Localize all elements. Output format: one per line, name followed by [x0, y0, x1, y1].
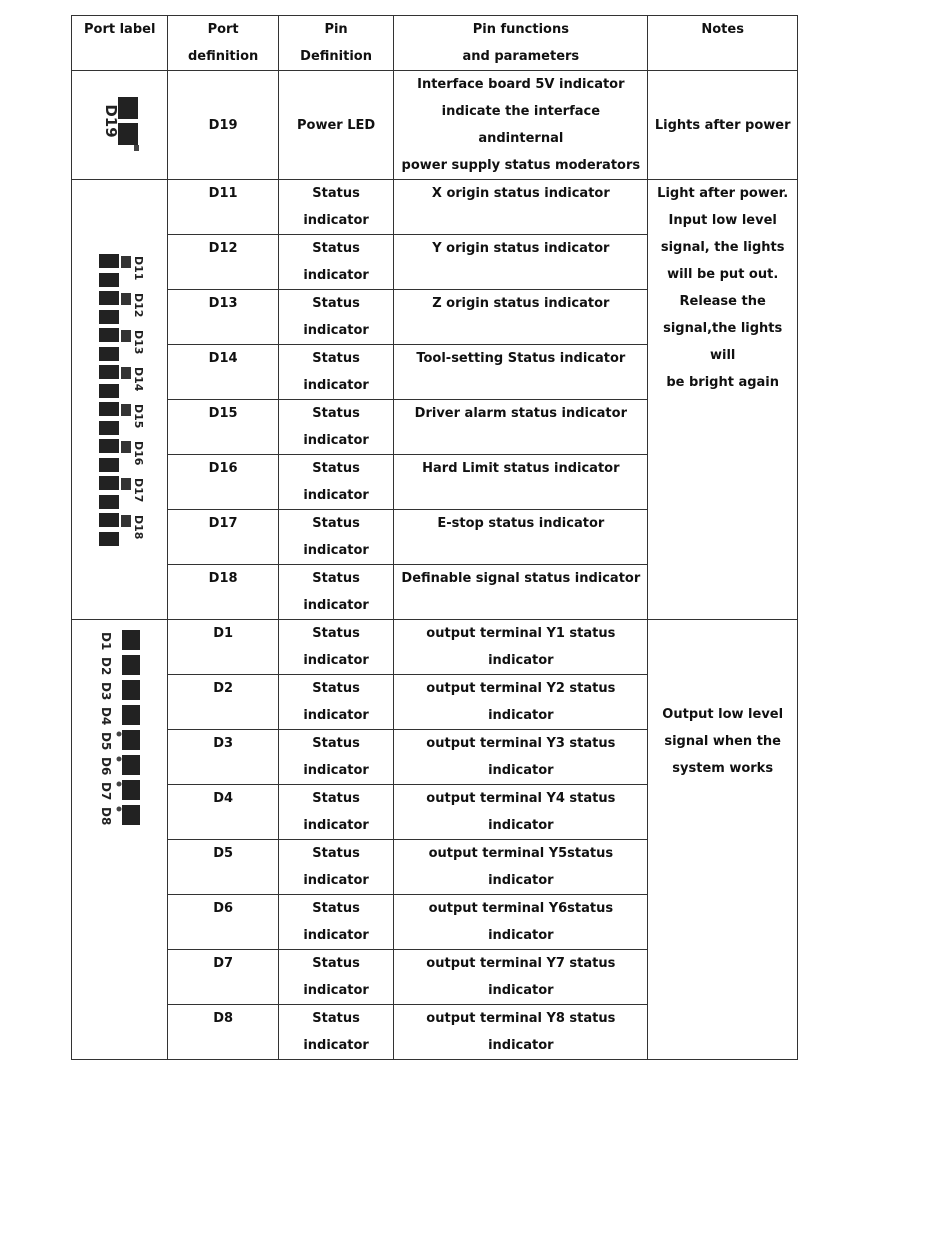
led-label: D11	[131, 255, 145, 280]
table-row	[72, 180, 798, 235]
function-cell: output terminal Y4 status indicator	[394, 785, 648, 840]
port-cell: D17	[168, 510, 278, 565]
pin-cell: Status indicator	[278, 345, 393, 400]
led-label: D1	[98, 632, 113, 651]
function-cell: output terminal Y2 status indicator	[394, 675, 648, 730]
function-cell: output terminal Y1 status indicator	[394, 620, 648, 675]
pin-cell: Status indicator	[278, 840, 393, 895]
header-port-label: Port label	[72, 16, 168, 71]
function-cell: Hard Limit status indicator	[394, 455, 648, 510]
pin-definition-table	[71, 15, 798, 1060]
header-pin-definition: Pin Definition	[278, 16, 393, 71]
led-single	[99, 680, 140, 700]
led-pair	[99, 365, 145, 398]
table-row	[72, 71, 798, 180]
header-row	[72, 16, 798, 71]
port-cell: D19	[168, 71, 278, 180]
function-cell: Interface board 5V indicator indicate the interface andinternal power supply status moderators	[394, 71, 648, 180]
function-cell: output terminal Y6status indicator	[394, 895, 648, 950]
led-label: D13	[131, 329, 145, 354]
pin-cell: Status indicator	[278, 895, 393, 950]
led-single	[99, 705, 140, 725]
port-cell: D4	[168, 785, 278, 840]
pin-cell: Status indicator	[278, 675, 393, 730]
led-single	[99, 730, 140, 750]
led-label: D15	[131, 403, 145, 428]
port-cell: D11	[168, 180, 278, 235]
led-d1-d8-icon	[92, 626, 148, 836]
header-notes: Notes	[648, 16, 798, 71]
pin-cell: Status indicator	[278, 620, 393, 675]
led-label: D14	[131, 366, 145, 391]
function-cell: X origin status indicator	[394, 180, 648, 235]
led-pair	[99, 439, 145, 472]
led-label: D17	[131, 477, 145, 502]
pin-cell: Status indicator	[278, 1005, 393, 1060]
pin-cell: Status indicator	[278, 785, 393, 840]
port-cell: D1	[168, 620, 278, 675]
port-cell: D16	[168, 455, 278, 510]
notes-cell: Lights after power	[648, 71, 798, 180]
status-leds-image	[72, 180, 168, 620]
pin-cell: Status indicator	[278, 235, 393, 290]
port-cell: D14	[168, 345, 278, 400]
pin-cell: Status indicator	[278, 400, 393, 455]
header-pin-functions: Pin functions and parameters	[394, 16, 648, 71]
led-pair	[99, 254, 145, 287]
pin-cell: Power LED	[278, 71, 393, 180]
output-leds-image	[72, 620, 168, 1060]
led-label: D2	[98, 657, 113, 676]
function-cell: E-stop status indicator	[394, 510, 648, 565]
power-led-image	[72, 71, 168, 180]
port-cell: D7	[168, 950, 278, 1005]
function-cell: output terminal Y8 status indicator	[394, 1005, 648, 1060]
function-cell: Driver alarm status indicator	[394, 400, 648, 455]
port-cell: D2	[168, 675, 278, 730]
led-d11-d18-icon	[95, 250, 145, 550]
port-cell: D15	[168, 400, 278, 455]
led-single	[99, 780, 140, 800]
function-cell: Definable signal status indicator	[394, 565, 648, 620]
port-cell: D6	[168, 895, 278, 950]
led-pair	[99, 402, 145, 435]
port-cell: D13	[168, 290, 278, 345]
led-label: D12	[131, 292, 145, 317]
function-cell: output terminal Y3 status indicator	[394, 730, 648, 785]
pin-cell: Status indicator	[278, 730, 393, 785]
function-cell: output terminal Y7 status indicator	[394, 950, 648, 1005]
led-single	[99, 655, 140, 675]
led-label: D18	[131, 514, 145, 539]
led-pair	[99, 328, 145, 361]
notes-cell: Output low level signal when the system works	[648, 620, 798, 1060]
led-label: D4	[98, 707, 113, 726]
function-cell: output terminal Y5status indicator	[394, 840, 648, 895]
led-single	[99, 755, 140, 775]
table-row	[72, 620, 798, 675]
led-label: D6	[98, 757, 113, 776]
pin-cell: Status indicator	[278, 950, 393, 1005]
led-label: D3	[98, 682, 113, 701]
led-single	[99, 630, 140, 650]
led-pair	[99, 513, 145, 546]
led-d19-icon	[90, 93, 150, 157]
led-single	[99, 805, 140, 825]
led-label: D7	[98, 782, 113, 801]
led-pair	[99, 476, 145, 509]
pin-cell: Status indicator	[278, 455, 393, 510]
pin-cell: Status indicator	[278, 290, 393, 345]
port-cell: D3	[168, 730, 278, 785]
pin-cell: Status indicator	[278, 565, 393, 620]
led-label: D8	[98, 807, 113, 826]
pin-cell: Status indicator	[278, 510, 393, 565]
port-cell: D5	[168, 840, 278, 895]
led-label: D16	[131, 440, 145, 465]
function-cell: Z origin status indicator	[394, 290, 648, 345]
led-pair	[99, 291, 145, 324]
pin-cell: Status indicator	[278, 180, 393, 235]
header-port-definition: Port definition	[168, 16, 278, 71]
port-cell: D8	[168, 1005, 278, 1060]
function-cell: Y origin status indicator	[394, 235, 648, 290]
port-cell: D18	[168, 565, 278, 620]
function-cell: Tool-setting Status indicator	[394, 345, 648, 400]
led-label: D5	[98, 732, 113, 751]
notes-cell: Light after power. Input low level signal, the lights will be put out. Release the signal,the lights will be bright again	[648, 180, 798, 620]
port-cell: D12	[168, 235, 278, 290]
led-d19-label: D19	[101, 104, 120, 138]
